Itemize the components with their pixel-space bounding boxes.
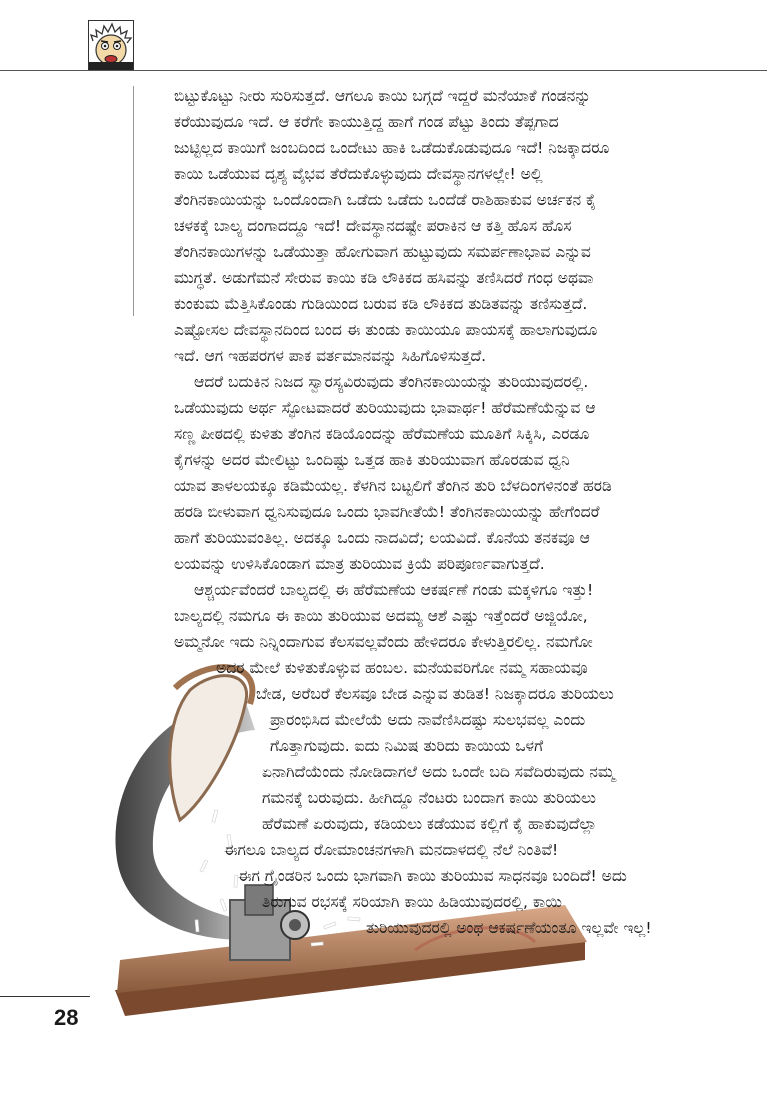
page-number: 28 [54,1005,79,1030]
article-line: ತಿರುಗುವ ರಭಸಕ್ಕೆ ಸರಿಯಾಗಿ ಕಾಯಿ ಹಿಡಿಯುವುದರಲ್ಲಿ, ಕಾಯಿ [262,893,562,911]
article-line: ಆದರೆ ಬದುಕಿನ ನಿಜದ ಸ್ವಾರಸ್ಯವಿರುವುದು ತೆಂಗಿನಕಾಯಿಯನ್ನು ತುರಿಯುವುದರಲ್ಲಿ. [194,373,589,391]
article-line: ಹೆರೆಮಣೆ ಏರುವುದು, ಕಡಿಯಲು ಕಡೆಯುವ ಕಲ್ಲಿಗೆ ಕೈ ಹಾಕುವುದೆಲ್ಲಾ [262,815,597,833]
article-line: ಪ್ರಾರಂಭಿಸಿದ ಮೇಲೆಯೆ ಅದು ನಾವೆಣಿಸಿದಷ್ಟು ಸುಲಭವಲ್ಲ ಎಂದು [270,711,586,729]
article-line: ಈಗ ಗ್ರೈಂಡರಿನ ಒಂದು ಭಾಗವಾಗಿ ಕಾಯಿ ತುರಿಯುವ ಸಾಧನವೂ ಬಂದಿದೆ! ಅದು [238,867,627,885]
article-line: ಹರಡಿ ಬೀಳುವಾಗ ಧ್ವನಿಸುವುದೂ ಒಂದು ಭಾವಗೀತೆಯೆ! ತೆಂಗಿನಕಾಯಿಯನ್ನು ಹೇಗೆಂದರೆ [174,503,600,521]
article-line: ಈಗಲೂ ಬಾಲ್ಯದ ರೋಮಾಂಚನಗಳಾಗಿ ಮನದಾಳದಲ್ಲಿ ನೆಲೆ ನಿಂತಿವೆ! [224,841,559,859]
article-line: ಕುಂಕುಮ ಮೆತ್ತಿಸಿಕೊಂಡು ಗುಡಿಯಿಂದ ಬರುವ ಕಡಿ ಲೌಕಿಕದ ತುಡಿತವನ್ನು ತಣಿಸುತ್ತದೆ. [174,295,588,313]
article-line: ಬೇಡ, ಅರೆಬರೆ ಕೆಲಸವೂ ಬೇಡ ಎನ್ನುವ ತುಡಿತ! ನಿಜಕ್ಕಾದರೂ ತುರಿಯಲು [256,685,614,703]
article-line: ತುರಿಯುವುದರಲ್ಲಿ ಅಂಥ ಆಕರ್ಷಣೆಯಂತೂ ಇಲ್ಲವೇ ಇಲ್ಲ! [366,919,652,937]
article-line: ಬಾಲ್ಯದಲ್ಲಿ ನಮಗೂ ಈ ಕಾಯಿ ತುರಿಯುವ ಅದಮ್ಯ ಆಶೆ ಎಷ್ಟು ಇತ್ತೆಂದರೆ ಅಜ್ಜಿಯೋ, [174,607,588,625]
article-line: ಕರೆಯುವುದೂ ಇದೆ. ಆ ಕರೆಗೇ ಕಾಯುತ್ತಿದ್ದ ಹಾಗೆ ಗಂಡ ಪೆಟ್ಟು ತಿಂದು ತೆಪ್ಪಗಾದ [174,113,559,131]
article-line: ಅದರ ಮೇಲೆ ಕುಳಿತುಕೊಳ್ಳುವ ಹಂಬಲ. ಮನೆಯವರಿಗೋ ನಮ್ಮ ಸಹಾಯವೂ [216,659,588,677]
article-line: ಹಾಗೆ ತುರಿಯುವಂತಿಲ್ಲ. ಅದಕ್ಕೂ ಒಂದು ನಾದವಿದೆ; ಲಯವಿದೆ. ಕೊನೆಯ ತನಕವೂ ಆ [174,529,590,547]
article-line: ಲಯವನ್ನು ಉಳಿಸಿಕೊಂಡಾಗ ಮಾತ್ರ ತುರಿಯುವ ಕ್ರಿಯೆ ಪರಿಪೂರ್ಣವಾಗುತ್ತದೆ. [174,555,545,573]
article-line: ಗೊತ್ತಾಗುವುದು. ಐದು ನಿಮಿಷ ತುರಿದು ಕಾಯಿಯ ಒಳಗೆ [270,737,544,755]
article-line: ಕೈಗಳನ್ನು ಅದರ ಮೇಲಿಟ್ಟು ಒಂದಿಷ್ಟು ಒತ್ತಡ ಹಾಕಿ ತುರಿಯುವಾಗ ಹೊರಡುವ ಧ್ವನಿ [174,451,570,469]
article-line: ತೆಂಗಿನಕಾಯಿಯನ್ನು ಒಂದೊಂದಾಗಿ ಒಡೆದು ಒಡೆದು ಒಂದೆಡೆ ರಾಶಿಹಾಕುವ ಅರ್ಚಕನ ಕೈ [174,191,597,209]
article-line: ಬಿಟ್ಟುಕೊಟ್ಟು ನೀರು ಸುರಿಸುತ್ತದೆ. ಆಗಲೂ ಕಾಯಿ ಬಗ್ಗದೆ ಇದ್ದರೆ ಮನೆಯಾಕೆ ಗಂಡನನ್ನು [174,87,591,105]
article-line: ಆಶ್ಚರ್ಯವೆಂದರೆ ಬಾಲ್ಯದಲ್ಲಿ ಈ ಹೆರೆಮಣೆಯ ಆಕರ್ಷಣೆ ಗಂಡು ಮಕ್ಕಳಿಗೂ ಇತ್ತು! [194,581,594,599]
article-line: ಗಮನಕ್ಕೆ ಬರುವುದು. ಹೀಗಿದ್ದೂ ನೆಂಟರು ಬಂದಾಗ ಕಾಯಿ ತುರಿಯಲು [262,789,596,807]
article-line: ಚಳಕಕ್ಕೆ ಬಾಲ್ಯ ದಂಗಾದದ್ದೂ ಇದೆ! ದೇವಸ್ಥಾನದಷ್ಟೇ ಪರಾಕಿನ ಆ ಕತ್ತಿ ಹೊಸ ಹೊಸ [174,217,572,235]
footer-divider [0,996,90,997]
article-line: ಜುಟ್ಟಿಲ್ಲದ ಕಾಯಿಗೆ ಜಂಬದಿಂದ ಒಂದೇಟು ಹಾಕಿ ಒಡೆದುಕೊಡುವುದೂ ಇದೆ! ನಿಜಕ್ಕಾದರೂ [174,139,610,157]
article-line: ಮುಗ್ಧತೆ. ಅಡುಗೆಮನೆ ಸೇರುವ ಕಾಯಿ ಕಡಿ ಲೌಕಿಕದ ಹಸಿವನ್ನು ತಣಿಸಿದರೆ ಗಂಧ ಅಥವಾ [174,269,594,287]
article-line: ಅಮ್ಮನೋ ಇದು ನಿನ್ನಿಂದಾಗುವ ಕೆಲಸವಲ್ಲವೆಂದು ಹೇಳಿದರೂ ಕೇಳುತ್ತಿರಲಿಲ್ಲ. ನಮಗೋ [174,633,593,651]
article-line: ಎಷ್ಟೋಸಲ ದೇವಸ್ಥಾನದಿಂದ ಬಂದ ಈ ತುಂಡು ಕಾಯಿಯೂ ಪಾಯಸಕ್ಕೆ ಹಾಲಾಗುವುದೂ [174,321,598,339]
article-line: ತೆಂಗಿನಕಾಯಿಗಳನ್ನು ಒಡೆಯುತ್ತಾ ಹೋಗುವಾಗ ಹುಟ್ಟುವುದು ಸಮರ್ಪಣಾಭಾವ ಎನ್ನುವ [174,243,591,261]
article-line: ಯಾವ ತಾಳಲಯಕ್ಕೂ ಕಡಿಮೆಯಲ್ಲ. ಕೆಳಗಿನ ಬಟ್ಟಲಿಗೆ ತೆಂಗಿನ ತುರಿ ಬೆಳದಿಂಗಳಿನಂತೆ ಹರಡಿ [174,477,612,495]
article-line: ಏನಾಗಿದೆಯೆಂದು ನೋಡಿದಾಗಲೆ ಅದು ಒಂದೇ ಬದಿ ಸವೆದಿರುವುದು ನಮ್ಮ [262,763,615,781]
article-line: ಸಣ್ಣ ಪೀಠದಲ್ಲಿ ಕುಳಿತು ತೆಂಗಿನ ಕಡಿಯೊಂದನ್ನು ಹೆರೆಮಣೆಯ ಮೂತಿಗೆ ಸಿಕ್ಕಿಸಿ, ಎರಡೂ [174,425,590,443]
article-line: ಇದೆ. ಆಗ ಇಹಪರಗಳ ಪಾಕ ವರ್ತಮಾನವನ್ನು ಸಿಹಿಗೊಳಿಸುತ್ತದೆ. [174,347,487,365]
article-line: ಕಾಯಿ ಒಡೆಯುವ ದೃಶ್ಯ ವೈಭವ ತೆರೆದುಕೊಳ್ಳುವುದು ದೇವಸ್ಥಾನಗಳಲ್ಲೇ! ಅಲ್ಲಿ [174,165,543,183]
article-line: ಒಡೆಯುವುದು ಅರ್ಥ ಸ್ಫೋಟವಾದರೆ ತುರಿಯುವುದು ಭಾವಾರ್ಥ! ಹೆರೆಮಣೆಯೆನ್ನುವ ಆ [174,399,596,417]
